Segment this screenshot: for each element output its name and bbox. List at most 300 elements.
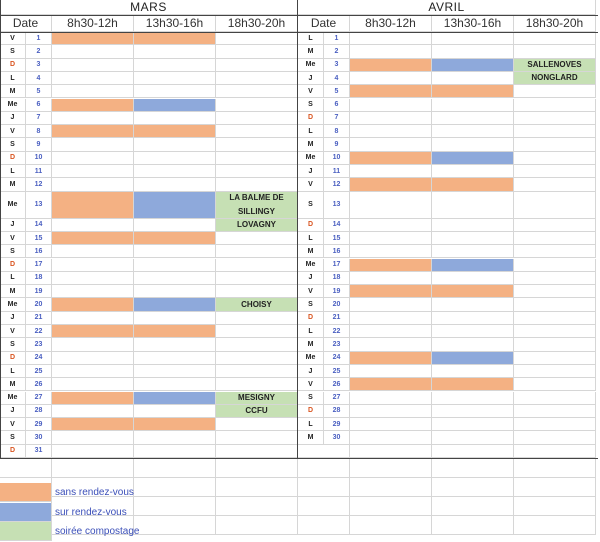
- day-number: 19: [324, 285, 350, 298]
- weekday-label: J: [0, 405, 26, 418]
- afternoon-slot: [432, 365, 514, 378]
- morning-slot: [350, 59, 432, 72]
- weekday-label: D: [0, 445, 26, 458]
- evening-slot: [216, 59, 298, 72]
- weekday-label: J: [298, 272, 324, 285]
- morning-slot: [350, 232, 432, 245]
- morning-slot: [350, 32, 432, 45]
- morning-slot: [350, 245, 432, 258]
- legend-swatch: [0, 522, 52, 541]
- evening-slot: [216, 431, 298, 444]
- morning-slot: [350, 431, 432, 444]
- day-number: 18: [26, 272, 52, 285]
- day-number: 7: [324, 112, 350, 125]
- evening-slot: [514, 312, 596, 325]
- day-number: 5: [26, 85, 52, 98]
- evening-slot: [514, 192, 596, 219]
- empty-cell: [298, 445, 350, 458]
- morning-slot: [350, 418, 432, 431]
- evening-slot: [514, 365, 596, 378]
- day-number: 10: [26, 152, 52, 165]
- afternoon-slot: [432, 72, 514, 85]
- morning-slot: [350, 405, 432, 418]
- afternoon-slot: [432, 418, 514, 431]
- weekday-label: D: [0, 152, 26, 165]
- morning-slot: [52, 431, 134, 444]
- day-number: 12: [324, 178, 350, 191]
- evening-slot: [216, 85, 298, 98]
- weekday-label: L: [298, 232, 324, 245]
- afternoon-slot: [134, 445, 216, 458]
- column-header: Date: [298, 15, 350, 32]
- weekday-label: L: [298, 125, 324, 138]
- evening-slot: [514, 125, 596, 138]
- evening-slot: CCFU: [216, 405, 298, 418]
- empty-cell: [432, 445, 514, 458]
- evening-slot: MESIGNY: [216, 392, 298, 405]
- afternoon-slot: [134, 45, 216, 58]
- morning-slot: [350, 272, 432, 285]
- morning-slot: [52, 418, 134, 431]
- weekday-label: J: [0, 312, 26, 325]
- day-number: 21: [26, 312, 52, 325]
- morning-slot: [52, 112, 134, 125]
- evening-slot: [514, 418, 596, 431]
- evening-slot: LA BALME DE SILLINGY: [216, 192, 298, 219]
- morning-slot: [350, 392, 432, 405]
- morning-slot: [350, 219, 432, 232]
- evening-slot: [216, 45, 298, 58]
- weekday-label: V: [298, 285, 324, 298]
- afternoon-slot: [134, 285, 216, 298]
- empty-cell: [514, 478, 596, 497]
- evening-slot: [216, 445, 298, 458]
- afternoon-slot: [432, 352, 514, 365]
- day-number: 4: [324, 72, 350, 85]
- weekday-label: D: [298, 112, 324, 125]
- empty-cell: [134, 459, 216, 478]
- morning-slot: [52, 352, 134, 365]
- weekday-label: Me: [0, 392, 26, 405]
- day-number: 3: [26, 59, 52, 72]
- weekday-label: M: [0, 378, 26, 391]
- afternoon-slot: [432, 125, 514, 138]
- morning-slot: [52, 152, 134, 165]
- weekday-label: S: [0, 338, 26, 351]
- weekday-label: S: [0, 245, 26, 258]
- afternoon-slot: [134, 32, 216, 45]
- column-header: Date: [0, 15, 52, 32]
- weekday-label: V: [0, 32, 26, 45]
- evening-slot: [216, 418, 298, 431]
- weekday-label: M: [298, 431, 324, 444]
- day-number: 30: [26, 431, 52, 444]
- day-number: 14: [324, 219, 350, 232]
- empty-cell: [350, 445, 432, 458]
- weekday-label: J: [0, 112, 26, 125]
- evening-slot: [514, 232, 596, 245]
- morning-slot: [350, 365, 432, 378]
- evening-slot: [514, 85, 596, 98]
- morning-slot: [52, 405, 134, 418]
- evening-slot: [216, 245, 298, 258]
- afternoon-slot: [134, 392, 216, 405]
- day-number: 5: [324, 85, 350, 98]
- day-number: 16: [26, 245, 52, 258]
- empty-cell: [514, 516, 596, 535]
- morning-slot: [52, 365, 134, 378]
- evening-slot: [216, 259, 298, 272]
- afternoon-slot: [432, 325, 514, 338]
- day-number: 11: [26, 165, 52, 178]
- afternoon-slot: [134, 352, 216, 365]
- day-number: 26: [324, 378, 350, 391]
- weekday-label: V: [0, 125, 26, 138]
- day-number: 15: [26, 232, 52, 245]
- day-number: 21: [324, 312, 350, 325]
- evening-slot: [514, 32, 596, 45]
- morning-slot: [350, 45, 432, 58]
- day-number: 7: [26, 112, 52, 125]
- morning-slot: [52, 178, 134, 191]
- day-number: 31: [26, 445, 52, 458]
- evening-slot: [514, 325, 596, 338]
- weekday-label: Me: [0, 298, 26, 311]
- morning-slot: [52, 85, 134, 98]
- morning-slot: [350, 138, 432, 151]
- day-number: 18: [324, 272, 350, 285]
- afternoon-slot: [134, 59, 216, 72]
- empty-cell: [298, 497, 350, 516]
- day-number: 24: [26, 352, 52, 365]
- day-number: 29: [26, 418, 52, 431]
- morning-slot: [350, 325, 432, 338]
- morning-slot: [52, 245, 134, 258]
- evening-slot: [216, 72, 298, 85]
- weekday-label: D: [0, 59, 26, 72]
- morning-slot: [52, 192, 134, 219]
- evening-slot: [216, 312, 298, 325]
- day-number: 2: [26, 45, 52, 58]
- afternoon-slot: [432, 45, 514, 58]
- afternoon-slot: [432, 112, 514, 125]
- evening-slot: [514, 298, 596, 311]
- afternoon-slot: [134, 232, 216, 245]
- evening-slot: CHOISY: [216, 298, 298, 311]
- legend-label: sans rendez-vous: [55, 487, 134, 498]
- morning-slot: [350, 112, 432, 125]
- evening-slot: [216, 378, 298, 391]
- evening-slot: [514, 112, 596, 125]
- evening-slot: [514, 338, 596, 351]
- day-number: 20: [324, 298, 350, 311]
- day-number: 4: [26, 72, 52, 85]
- day-number: 25: [324, 365, 350, 378]
- evening-slot: [514, 219, 596, 232]
- weekday-label: D: [298, 219, 324, 232]
- morning-slot: [52, 32, 134, 45]
- afternoon-slot: [134, 259, 216, 272]
- legend-swatch: [0, 483, 52, 502]
- afternoon-slot: [432, 272, 514, 285]
- column-header: 18h30-20h: [514, 15, 596, 32]
- evening-slot: [514, 378, 596, 391]
- morning-slot: [52, 219, 134, 232]
- month-title: AVRIL: [298, 0, 596, 15]
- weekday-label: L: [0, 272, 26, 285]
- weekday-label: M: [298, 45, 324, 58]
- empty-cell: [298, 516, 350, 535]
- day-number: 1: [324, 32, 350, 45]
- weekday-label: S: [298, 192, 324, 219]
- afternoon-slot: [134, 178, 216, 191]
- weekday-label: L: [298, 325, 324, 338]
- empty-cell: [216, 516, 298, 535]
- weekday-label: V: [0, 232, 26, 245]
- afternoon-slot: [134, 219, 216, 232]
- weekday-label: Me: [298, 259, 324, 272]
- weekday-label: Me: [298, 152, 324, 165]
- table-border: [0, 32, 598, 33]
- weekday-label: M: [0, 285, 26, 298]
- morning-slot: [52, 272, 134, 285]
- evening-slot: [216, 112, 298, 125]
- weekday-label: Me: [298, 352, 324, 365]
- empty-cell: [134, 478, 216, 497]
- evening-slot: [514, 392, 596, 405]
- day-number: 20: [26, 298, 52, 311]
- morning-slot: [52, 45, 134, 58]
- evening-slot: [514, 352, 596, 365]
- weekday-label: M: [0, 178, 26, 191]
- evening-slot: [216, 272, 298, 285]
- day-number: 28: [324, 405, 350, 418]
- column-header: 13h30-16h: [134, 15, 216, 32]
- morning-slot: [350, 85, 432, 98]
- weekday-label: S: [298, 99, 324, 112]
- morning-slot: [52, 378, 134, 391]
- weekday-label: L: [298, 32, 324, 45]
- day-number: 23: [26, 338, 52, 351]
- morning-slot: [350, 312, 432, 325]
- day-number: 11: [324, 165, 350, 178]
- morning-slot: [350, 165, 432, 178]
- evening-slot: [514, 259, 596, 272]
- afternoon-slot: [134, 325, 216, 338]
- evening-slot: [216, 99, 298, 112]
- weekday-label: V: [0, 325, 26, 338]
- weekday-label: D: [298, 405, 324, 418]
- day-number: 24: [324, 352, 350, 365]
- afternoon-slot: [432, 85, 514, 98]
- morning-slot: [350, 338, 432, 351]
- legend-label: soirée compostage: [55, 526, 140, 537]
- morning-slot: [52, 99, 134, 112]
- morning-slot: [52, 445, 134, 458]
- afternoon-slot: [432, 312, 514, 325]
- column-header: 8h30-12h: [350, 15, 432, 32]
- legend-swatch: [0, 503, 52, 522]
- empty-cell: [514, 445, 596, 458]
- empty-cell: [0, 459, 52, 478]
- empty-cell: [298, 459, 350, 478]
- empty-cell: [134, 516, 216, 535]
- afternoon-slot: [432, 392, 514, 405]
- evening-slot: [216, 365, 298, 378]
- empty-cell: [432, 459, 514, 478]
- day-number: 13: [26, 192, 52, 219]
- weekday-label: V: [298, 85, 324, 98]
- morning-slot: [350, 192, 432, 219]
- evening-slot: [216, 138, 298, 151]
- afternoon-slot: [432, 232, 514, 245]
- morning-slot: [52, 232, 134, 245]
- table-border: [0, 0, 1, 458]
- day-number: 19: [26, 285, 52, 298]
- day-number: 29: [324, 418, 350, 431]
- day-number: 9: [26, 138, 52, 151]
- empty-cell: [514, 497, 596, 516]
- afternoon-slot: [134, 138, 216, 151]
- day-number: 13: [324, 192, 350, 219]
- afternoon-slot: [134, 312, 216, 325]
- morning-slot: [52, 285, 134, 298]
- weekday-label: L: [0, 165, 26, 178]
- afternoon-slot: [432, 152, 514, 165]
- morning-slot: [350, 99, 432, 112]
- weekday-label: Me: [0, 99, 26, 112]
- table-border: [0, 15, 598, 16]
- weekday-label: L: [0, 365, 26, 378]
- afternoon-slot: [134, 125, 216, 138]
- weekday-label: D: [298, 312, 324, 325]
- day-number: 28: [26, 405, 52, 418]
- evening-slot: [216, 178, 298, 191]
- afternoon-slot: [134, 338, 216, 351]
- afternoon-slot: [432, 259, 514, 272]
- empty-cell: [216, 478, 298, 497]
- empty-cell: [350, 459, 432, 478]
- day-number: 27: [324, 392, 350, 405]
- day-number: 30: [324, 431, 350, 444]
- afternoon-slot: [134, 72, 216, 85]
- evening-slot: [514, 152, 596, 165]
- evening-slot: [216, 232, 298, 245]
- morning-slot: [350, 125, 432, 138]
- afternoon-slot: [134, 272, 216, 285]
- day-number: 22: [324, 325, 350, 338]
- weekday-label: S: [0, 138, 26, 151]
- day-number: 6: [26, 99, 52, 112]
- column-header: 13h30-16h: [432, 15, 514, 32]
- morning-slot: [52, 165, 134, 178]
- column-header: 18h30-20h: [216, 15, 298, 32]
- evening-slot: [216, 352, 298, 365]
- weekday-label: V: [0, 418, 26, 431]
- evening-slot: [514, 285, 596, 298]
- afternoon-slot: [432, 59, 514, 72]
- weekday-label: M: [298, 245, 324, 258]
- weekday-label: S: [298, 392, 324, 405]
- afternoon-slot: [134, 365, 216, 378]
- afternoon-slot: [134, 378, 216, 391]
- weekday-label: J: [298, 72, 324, 85]
- empty-cell: [216, 497, 298, 516]
- afternoon-slot: [134, 192, 216, 219]
- day-number: 12: [26, 178, 52, 191]
- evening-slot: [216, 325, 298, 338]
- morning-slot: [350, 298, 432, 311]
- day-number: 16: [324, 245, 350, 258]
- day-number: 26: [26, 378, 52, 391]
- day-number: 8: [324, 125, 350, 138]
- evening-slot: LOVAGNY: [216, 219, 298, 232]
- afternoon-slot: [432, 138, 514, 151]
- empty-cell: [514, 459, 596, 478]
- evening-slot: [514, 45, 596, 58]
- afternoon-slot: [134, 418, 216, 431]
- weekday-label: D: [0, 352, 26, 365]
- day-number: 22: [26, 325, 52, 338]
- day-number: 10: [324, 152, 350, 165]
- morning-slot: [350, 72, 432, 85]
- weekday-label: V: [298, 178, 324, 191]
- evening-slot: [514, 245, 596, 258]
- afternoon-slot: [432, 405, 514, 418]
- afternoon-slot: [134, 245, 216, 258]
- day-number: 14: [26, 219, 52, 232]
- empty-cell: [350, 516, 432, 535]
- evening-slot: NONGLARD: [514, 72, 596, 85]
- afternoon-slot: [432, 431, 514, 444]
- evening-slot: [514, 178, 596, 191]
- empty-cell: [216, 459, 298, 478]
- evening-slot: [216, 152, 298, 165]
- day-number: 27: [26, 392, 52, 405]
- weekday-label: Me: [298, 59, 324, 72]
- morning-slot: [52, 138, 134, 151]
- afternoon-slot: [134, 298, 216, 311]
- afternoon-slot: [432, 178, 514, 191]
- morning-slot: [52, 312, 134, 325]
- afternoon-slot: [432, 165, 514, 178]
- evening-slot: SALLENOVES: [514, 59, 596, 72]
- table-border: [297, 0, 298, 458]
- evening-slot: [514, 405, 596, 418]
- morning-slot: [350, 259, 432, 272]
- month-title: MARS: [0, 0, 298, 15]
- afternoon-slot: [432, 298, 514, 311]
- afternoon-slot: [134, 152, 216, 165]
- weekday-label: L: [0, 72, 26, 85]
- weekday-label: J: [298, 165, 324, 178]
- evening-slot: [514, 99, 596, 112]
- empty-cell: [432, 478, 514, 497]
- morning-slot: [52, 325, 134, 338]
- morning-slot: [52, 72, 134, 85]
- morning-slot: [350, 378, 432, 391]
- weekday-label: L: [298, 418, 324, 431]
- afternoon-slot: [134, 405, 216, 418]
- weekday-label: S: [0, 45, 26, 58]
- evening-slot: [514, 272, 596, 285]
- empty-cell: [52, 459, 134, 478]
- evening-slot: [514, 431, 596, 444]
- evening-slot: [216, 165, 298, 178]
- day-number: 9: [324, 138, 350, 151]
- morning-slot: [52, 125, 134, 138]
- evening-slot: [216, 285, 298, 298]
